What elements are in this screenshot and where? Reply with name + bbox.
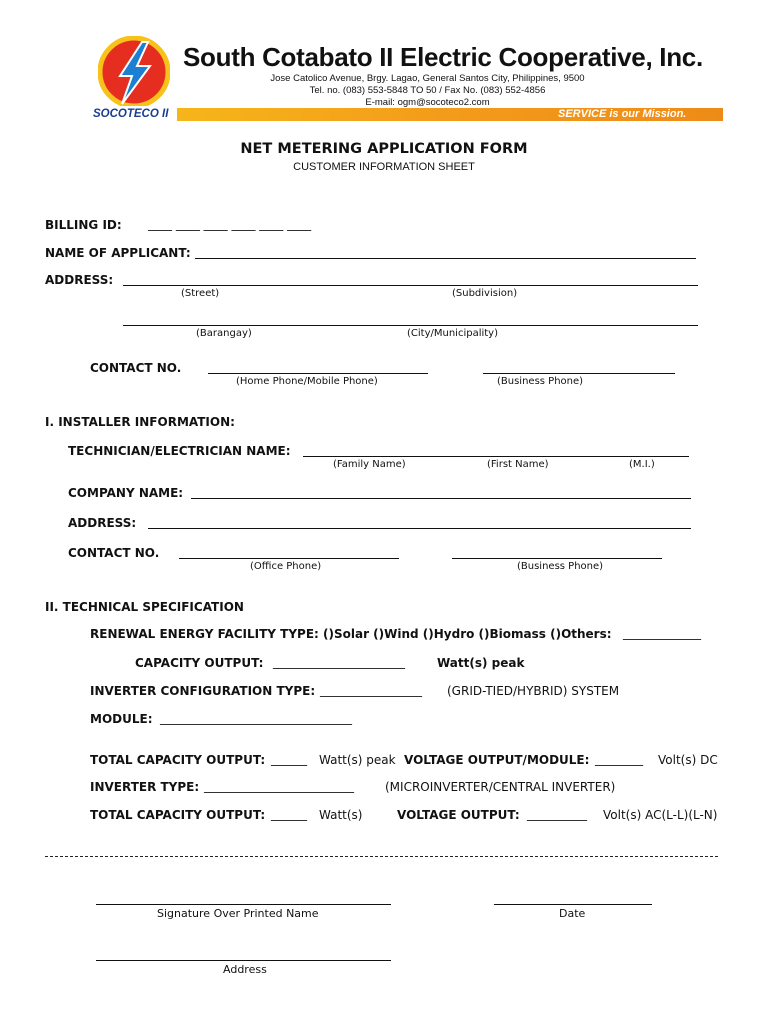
voltage-output-unit: Volt(s) AC(L-L)(L-N) [603, 808, 718, 822]
business-phone-caption: (Business Phone) [497, 376, 584, 387]
mi-caption: (M.I.) [629, 459, 655, 470]
capacity-output-unit: Watt(s) peak [437, 656, 525, 670]
applicant-name-field[interactable] [195, 258, 696, 259]
street-caption: (Street) [181, 288, 220, 299]
voltage-module-label: VOLTAGE OUTPUT/MODULE: [404, 753, 590, 767]
inverter-config-suffix: (GRID-TIED/HYBRID) SYSTEM [447, 684, 620, 698]
facility-others-field[interactable]: _____________ [623, 626, 701, 640]
org-address: Jose Catolico Avenue, Brgy. Lagao, General Santos City, Philippines, 9500 [270, 73, 585, 84]
total-capacity-peak-label: TOTAL CAPACITY OUTPUT: [90, 753, 266, 767]
date-caption: Date [559, 907, 586, 920]
first-name-caption: (First Name) [487, 459, 549, 470]
inverter-type-suffix: (MICROINVERTER/CENTRAL INVERTER) [385, 780, 616, 794]
applicant-label: NAME OF APPLICANT: [45, 246, 191, 260]
module-field[interactable]: ________________________________ [160, 711, 352, 725]
motto: SERVICE is our Mission. [558, 108, 687, 120]
inverter-config-label: INVERTER CONFIGURATION TYPE: [90, 684, 316, 698]
total-capacity-peak-field[interactable]: ______ [271, 752, 307, 766]
installer-contact-label: CONTACT NO. [68, 546, 160, 560]
logo-label: SOCOTECO II [93, 108, 169, 120]
inverter-config-field[interactable]: _________________ [320, 683, 422, 697]
cooperative-logo [98, 36, 170, 110]
city-caption: (City/Municipality) [407, 328, 499, 339]
signature-field[interactable] [96, 904, 391, 905]
technical-heading: II. TECHNICAL SPECIFICATION [45, 600, 244, 614]
office-phone-caption: (Office Phone) [250, 561, 322, 572]
address-label: ADDRESS: [45, 273, 114, 287]
technician-label: TECHNICIAN/ELECTRICIAN NAME: [68, 444, 291, 458]
total-capacity-label: TOTAL CAPACITY OUTPUT: [90, 808, 266, 822]
subdivision-caption: (Subdivision) [452, 288, 518, 299]
barangay-caption: (Barangay) [196, 328, 252, 339]
installer-heading: I. INSTALLER INFORMATION: [45, 415, 235, 429]
inverter-type-label: INVERTER TYPE: [90, 780, 200, 794]
home-phone-caption: (Home Phone/Mobile Phone) [236, 376, 378, 387]
total-capacity-field[interactable]: ______ [271, 807, 307, 821]
installer-address-field[interactable] [148, 528, 691, 529]
voltage-output-label: VOLTAGE OUTPUT: [397, 808, 520, 822]
form-title: NET METERING APPLICATION FORM [240, 141, 528, 157]
business-phone-field[interactable] [483, 373, 675, 374]
signature-address-caption: Address [223, 963, 267, 976]
installer-business-phone-field[interactable] [452, 558, 662, 559]
cut-line-divider [45, 856, 718, 857]
signature-address-field[interactable] [96, 960, 391, 961]
total-capacity-peak-unit: Watt(s) peak [319, 753, 396, 767]
home-phone-field[interactable] [208, 373, 428, 374]
address-street-field[interactable] [123, 285, 698, 286]
voltage-module-unit: Volt(s) DC [658, 753, 718, 767]
technician-name-field[interactable] [303, 456, 689, 457]
date-field[interactable] [494, 904, 652, 905]
contact-label: CONTACT NO. [90, 361, 182, 375]
company-name-field[interactable] [191, 498, 691, 499]
org-name: South Cotabato II Electric Cooperative, Inc. [183, 42, 703, 72]
voltage-module-field[interactable]: ________ [595, 752, 643, 766]
form-subtitle: CUSTOMER INFORMATION SHEET [293, 161, 475, 173]
signature-caption: Signature Over Printed Name [157, 907, 319, 920]
installer-address-label: ADDRESS: [68, 516, 137, 530]
org-tel: Tel. no. (083) 553-5848 TO 50 / Fax No. (083) 552-4856 [309, 85, 546, 96]
total-capacity-unit: Watt(s) [319, 808, 363, 822]
address-barangay-field[interactable] [123, 325, 698, 326]
voltage-output-field[interactable]: __________ [527, 807, 587, 821]
org-email: E-mail: ogm@socoteco2.com [365, 97, 490, 108]
capacity-output-label: CAPACITY OUTPUT: [135, 656, 264, 670]
installer-business-caption: (Business Phone) [517, 561, 604, 572]
billing-id-label: BILLING ID: [45, 218, 122, 232]
company-label: COMPANY NAME: [68, 486, 184, 500]
inverter-type-field[interactable]: _________________________ [204, 779, 354, 793]
module-label: MODULE: [90, 712, 153, 726]
office-phone-field[interactable] [179, 558, 399, 559]
facility-type-options[interactable]: RENEWAL ENERGY FACILITY TYPE: ()Solar ()Wind ()Hydro ()Biomass ()Others: [90, 627, 612, 641]
billing-id-field[interactable]: ____ ____ ____ ____ ____ ____ [148, 217, 312, 231]
family-name-caption: (Family Name) [333, 459, 406, 470]
capacity-output-field[interactable]: ______________________ [273, 655, 405, 669]
